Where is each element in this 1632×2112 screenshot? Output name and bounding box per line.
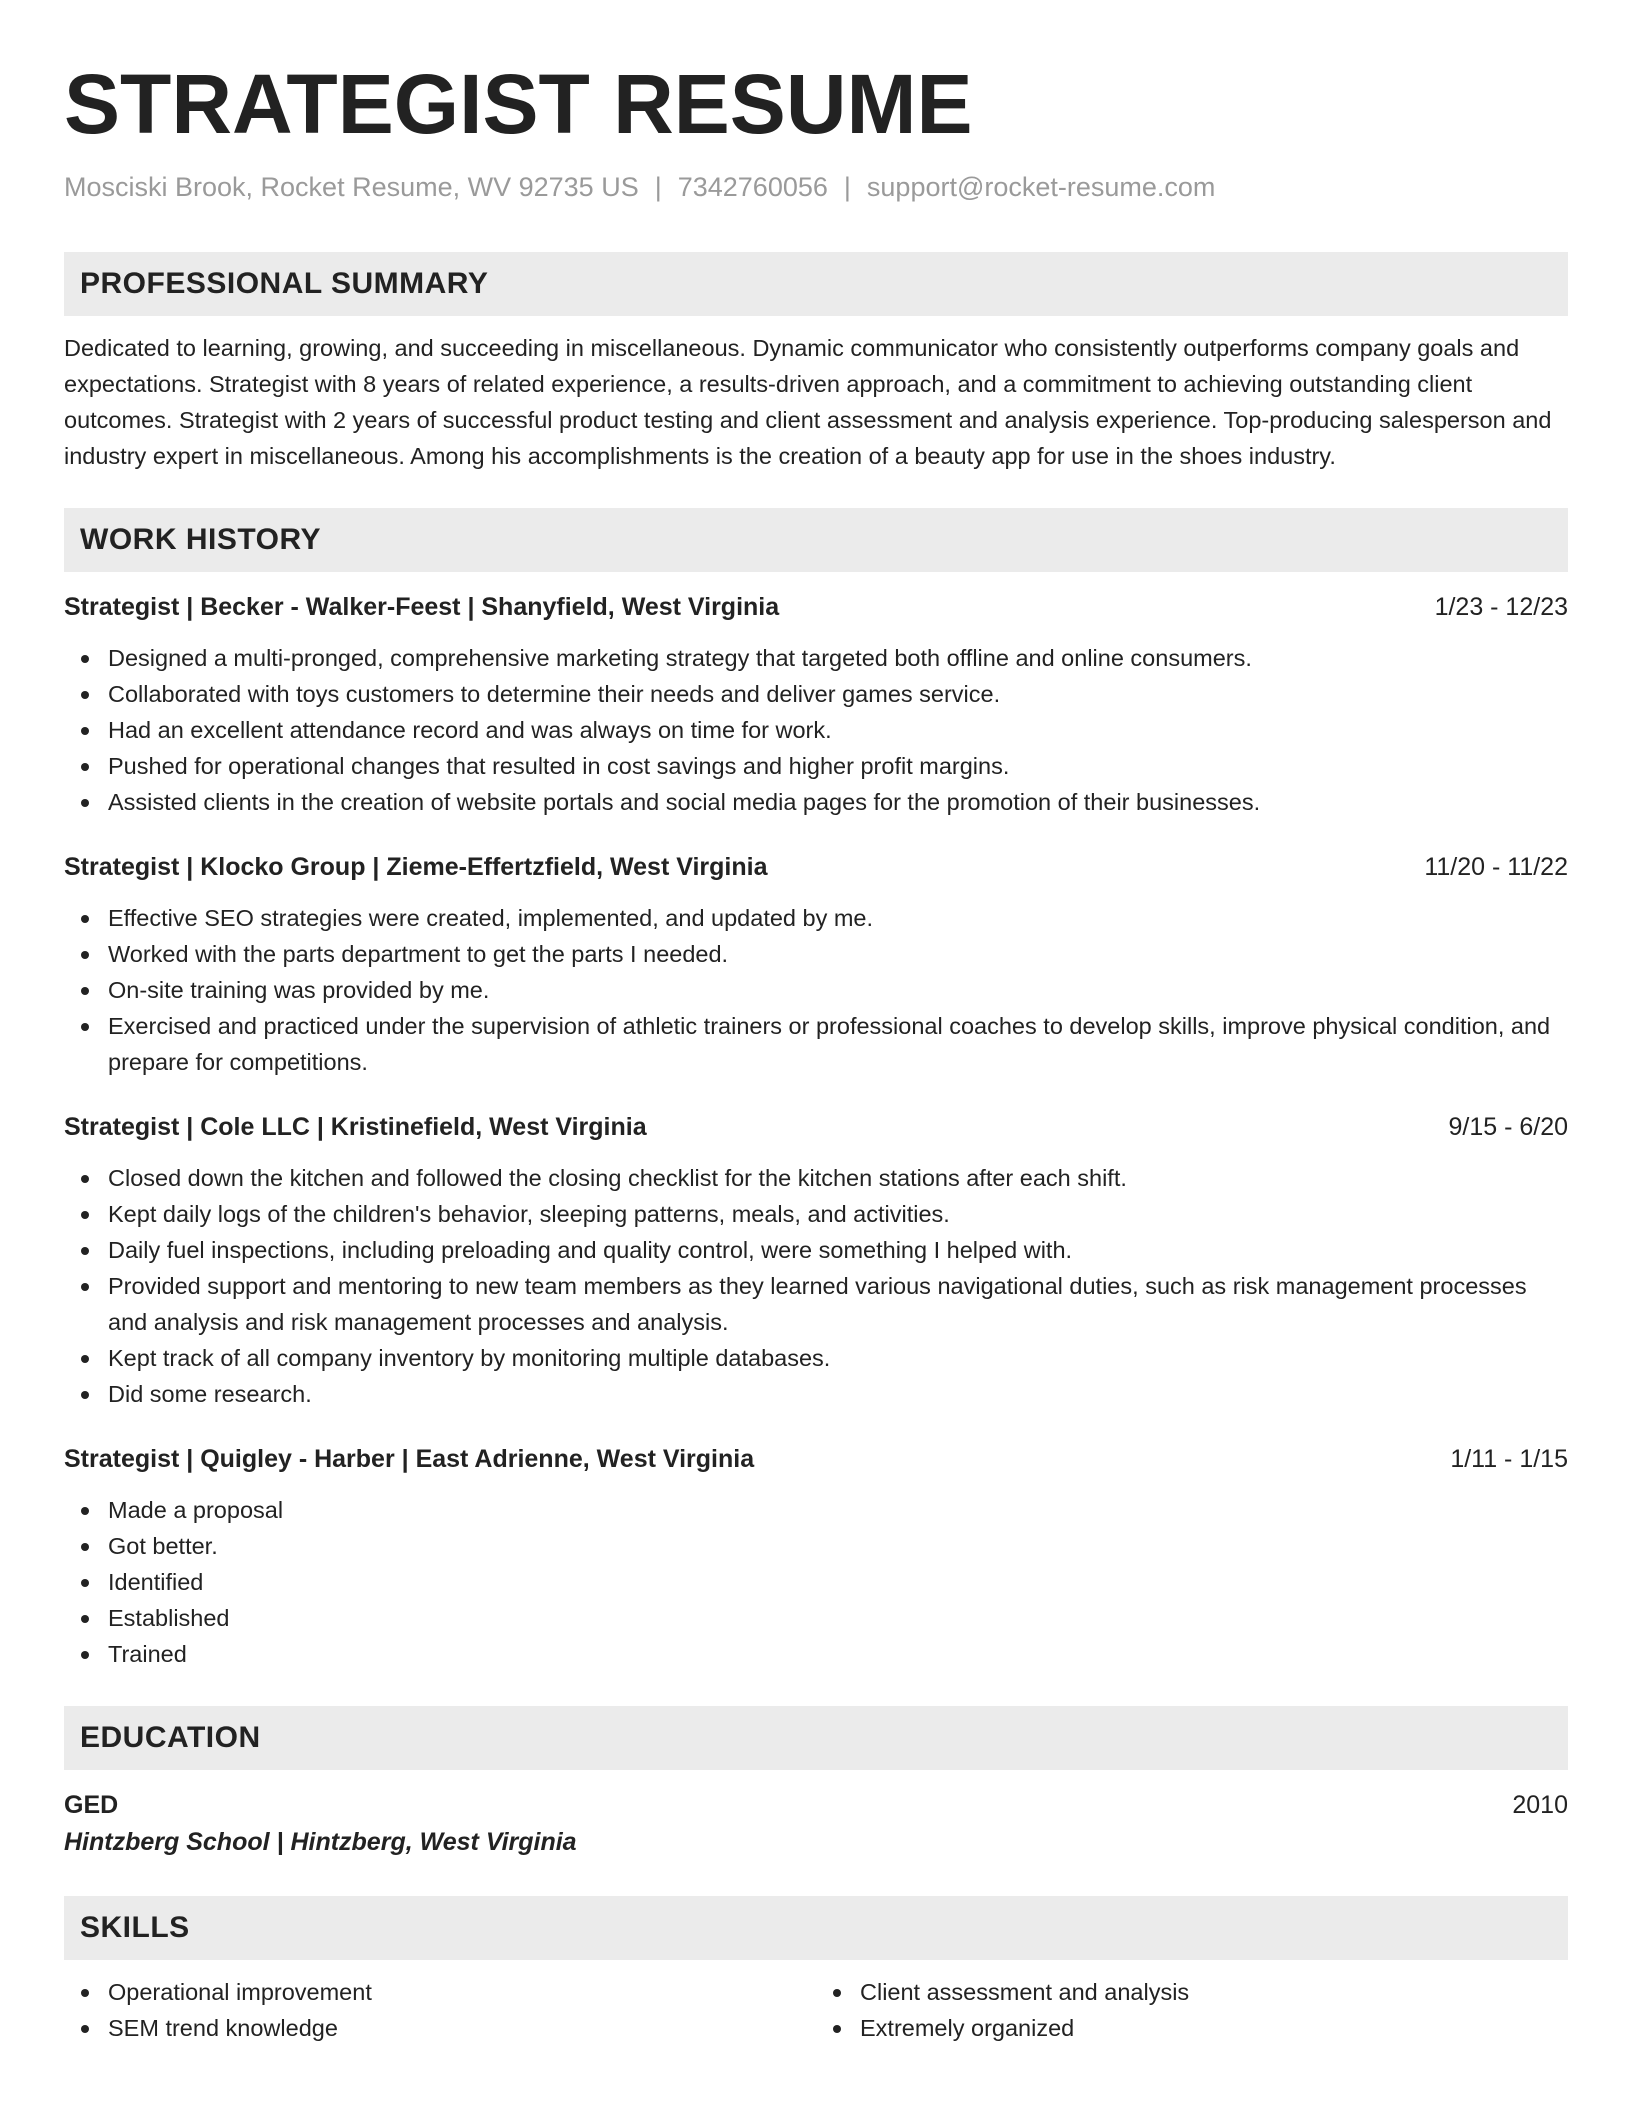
job-bullet: Did some research. — [64, 1376, 1568, 1412]
job-bullet-list — [64, 1160, 1568, 1412]
resume-name: STRATEGIST RESUME — [64, 57, 973, 151]
skills-list-right — [816, 1974, 1568, 2046]
job-header — [64, 1110, 1568, 1144]
skill-item: Client assessment and analysis — [816, 1974, 1568, 2010]
section-heading-skills: SKILLS — [64, 1896, 1568, 1960]
job-entry — [64, 1442, 1568, 1672]
job-header — [64, 850, 1568, 884]
education-degree: GED — [64, 1791, 119, 1819]
job-bullet: Assisted clients in the creation of website portals and social media pages for the promotion of their businesses. — [64, 784, 1568, 820]
job-dates: 1/11 - 1/15 — [1450, 1445, 1568, 1473]
contact-address: Mosciski Brook, Rocket Resume, WV 92735 US — [64, 172, 639, 202]
job-bullet: Identified — [64, 1564, 1568, 1600]
job-bullet: Pushed for operational changes that resulted in cost savings and higher profit margins. — [64, 748, 1568, 784]
job-entry — [64, 850, 1568, 1080]
job-bullet: Closed down the kitchen and followed the closing checklist for the kitchen stations after each shift. — [64, 1160, 1568, 1196]
job-bullet: Exercised and practiced under the supervision of athletic trainers or professional coaches to develop skills, improve physical condition, and prepare for competitions. — [64, 1008, 1568, 1080]
skills-column-right — [816, 1974, 1568, 2046]
education-year: 2010 — [1512, 1791, 1568, 1819]
job-title: Strategist | Klocko Group | Zieme-Effertzfield, West Virginia — [64, 853, 768, 881]
section-heading-summary: PROFESSIONAL SUMMARY — [64, 252, 1568, 316]
job-entry — [64, 590, 1568, 820]
job-bullet-list — [64, 640, 1568, 820]
job-title: Strategist | Cole LLC | Kristinefield, West Virginia — [64, 1113, 647, 1141]
education-school: Hintzberg School | Hintzberg, West Virginia — [64, 1828, 577, 1856]
job-bullet: Had an excellent attendance record and was always on time for work. — [64, 712, 1568, 748]
job-bullet: Provided support and mentoring to new team members as they learned various navigational duties, such as risk management processes and analysis and risk management processes and analysis. — [64, 1268, 1568, 1340]
job-bullet: Made a proposal — [64, 1492, 1568, 1528]
job-dates: 1/23 - 12/23 — [1434, 593, 1568, 621]
contact-email: support@rocket-resume.com — [866, 172, 1216, 202]
summary-text: Dedicated to learning, growing, and succeeding in miscellaneous. Dynamic communicator who consistently outperforms company goals and expectations. Strategist with 8 years of related experience, a results-driven approach, and a commitment to achieving outstanding client outcomes. Strategist with 2 years of successful product testing and client assessment and analysis experience. Top-producing salesperson and industry expert in miscellaneous. Among his accomplishments is the creation of a beauty app for use in the shoes industry. — [64, 335, 1552, 469]
job-dates: 11/20 - 11/22 — [1424, 853, 1568, 881]
job-dates: 9/15 - 6/20 — [1448, 1113, 1568, 1141]
skill-item: SEM trend knowledge — [64, 2010, 816, 2046]
contact-phone: 7342760056 — [677, 172, 828, 202]
job-title: Strategist | Quigley - Harber | East Adrienne, West Virginia — [64, 1445, 755, 1473]
job-bullet: On-site training was provided by me. — [64, 972, 1568, 1008]
section-heading-work-history: WORK HISTORY — [64, 508, 1568, 572]
job-bullet: Kept daily logs of the children's behavior, sleeping patterns, meals, and activities. — [64, 1196, 1568, 1232]
job-bullet: Established — [64, 1600, 1568, 1636]
contact-line — [64, 170, 1568, 204]
job-bullet: Kept track of all company inventory by monitoring multiple databases. — [64, 1340, 1568, 1376]
job-bullet: Daily fuel inspections, including preloading and quality control, were something I helped with. — [64, 1232, 1568, 1268]
skills-grid — [64, 1974, 1568, 2046]
skill-item: Operational improvement — [64, 1974, 816, 2010]
job-bullet: Collaborated with toys customers to determine their needs and deliver games service. — [64, 676, 1568, 712]
job-bullet: Worked with the parts department to get the parts I needed. — [64, 936, 1568, 972]
job-bullet-list — [64, 1492, 1568, 1672]
job-bullet: Got better. — [64, 1528, 1568, 1564]
contact-separator: | — [843, 172, 851, 202]
skills-column-left — [64, 1974, 816, 2046]
job-entry — [64, 1110, 1568, 1412]
job-title: Strategist | Becker - Walker-Feest | Shanyfield, West Virginia — [64, 593, 780, 621]
job-header — [64, 590, 1568, 624]
education-row — [64, 1788, 1568, 1822]
skills-list-left — [64, 1974, 816, 2046]
job-bullet: Trained — [64, 1636, 1568, 1672]
work-history-list — [64, 590, 1568, 1672]
job-bullet: Designed a multi-pronged, comprehensive marketing strategy that targeted both offline and online consumers. — [64, 640, 1568, 676]
job-header — [64, 1442, 1568, 1476]
contact-separator: | — [654, 172, 662, 202]
section-heading-education: EDUCATION — [64, 1706, 1568, 1770]
job-bullet-list — [64, 900, 1568, 1080]
job-bullet: Effective SEO strategies were created, implemented, and updated by me. — [64, 900, 1568, 936]
skill-item: Extremely organized — [816, 2010, 1568, 2046]
